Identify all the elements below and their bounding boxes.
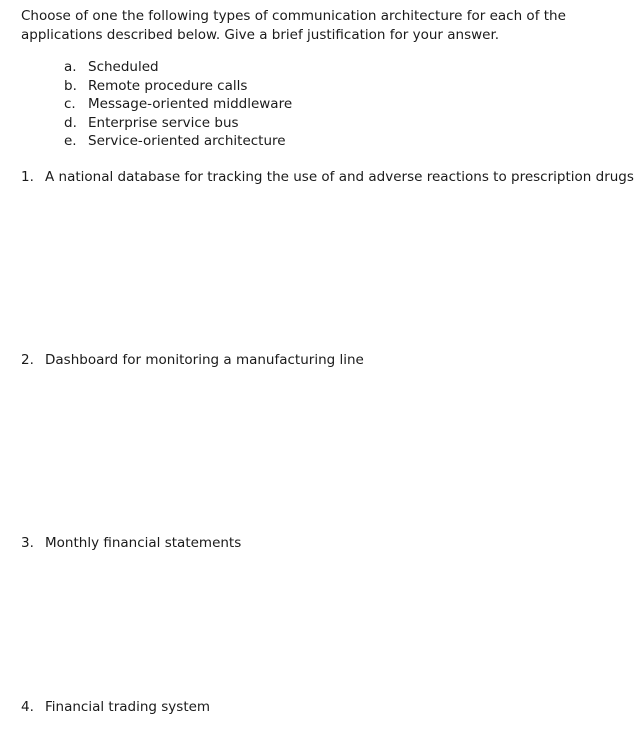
- option-label: Enterprise service bus: [88, 114, 239, 131]
- question-1: [21, 168, 634, 187]
- question-number: 2.: [21, 352, 34, 368]
- option-item-scheduled: [64, 58, 292, 77]
- question-text: A national database for tracking the use of and adverse reactions to prescription drugs: [45, 169, 634, 185]
- question-number: 1.: [21, 169, 34, 185]
- option-item-enterprise-service-bus: [64, 114, 292, 133]
- question-2: [21, 351, 364, 370]
- option-label: Remote procedure calls: [88, 77, 248, 94]
- option-letter: e.: [64, 133, 77, 149]
- option-label: Message-oriented middleware: [88, 96, 293, 112]
- option-item-message-oriented-middleware: [64, 95, 292, 114]
- answer-space-3: [21, 556, 617, 686]
- option-letter: a.: [64, 59, 77, 75]
- option-letter: c.: [64, 96, 76, 112]
- answer-space-1: [21, 190, 617, 340]
- architecture-options-list: [64, 58, 292, 151]
- option-letter: d.: [64, 114, 77, 131]
- instructions-text: Choose of one the following types of communication architecture for each of the applications described below. Give a brief justification for your answer.: [21, 8, 566, 43]
- question-number: 3.: [21, 535, 34, 551]
- answer-space-2: [21, 373, 617, 523]
- option-label: Service-oriented architecture: [88, 133, 286, 149]
- option-label: Scheduled: [88, 59, 159, 75]
- question-text: Monthly financial statements: [45, 535, 242, 551]
- option-letter: b.: [64, 77, 77, 94]
- question-text: Dashboard for monitoring a manufacturing line: [45, 352, 364, 368]
- option-item-service-oriented-architecture: [64, 132, 292, 151]
- option-item-remote-procedure-calls: [64, 77, 292, 96]
- question-text: Financial trading system: [45, 699, 211, 715]
- question-4: [21, 698, 210, 717]
- question-number: 4.: [21, 699, 34, 715]
- question-3: [21, 534, 241, 553]
